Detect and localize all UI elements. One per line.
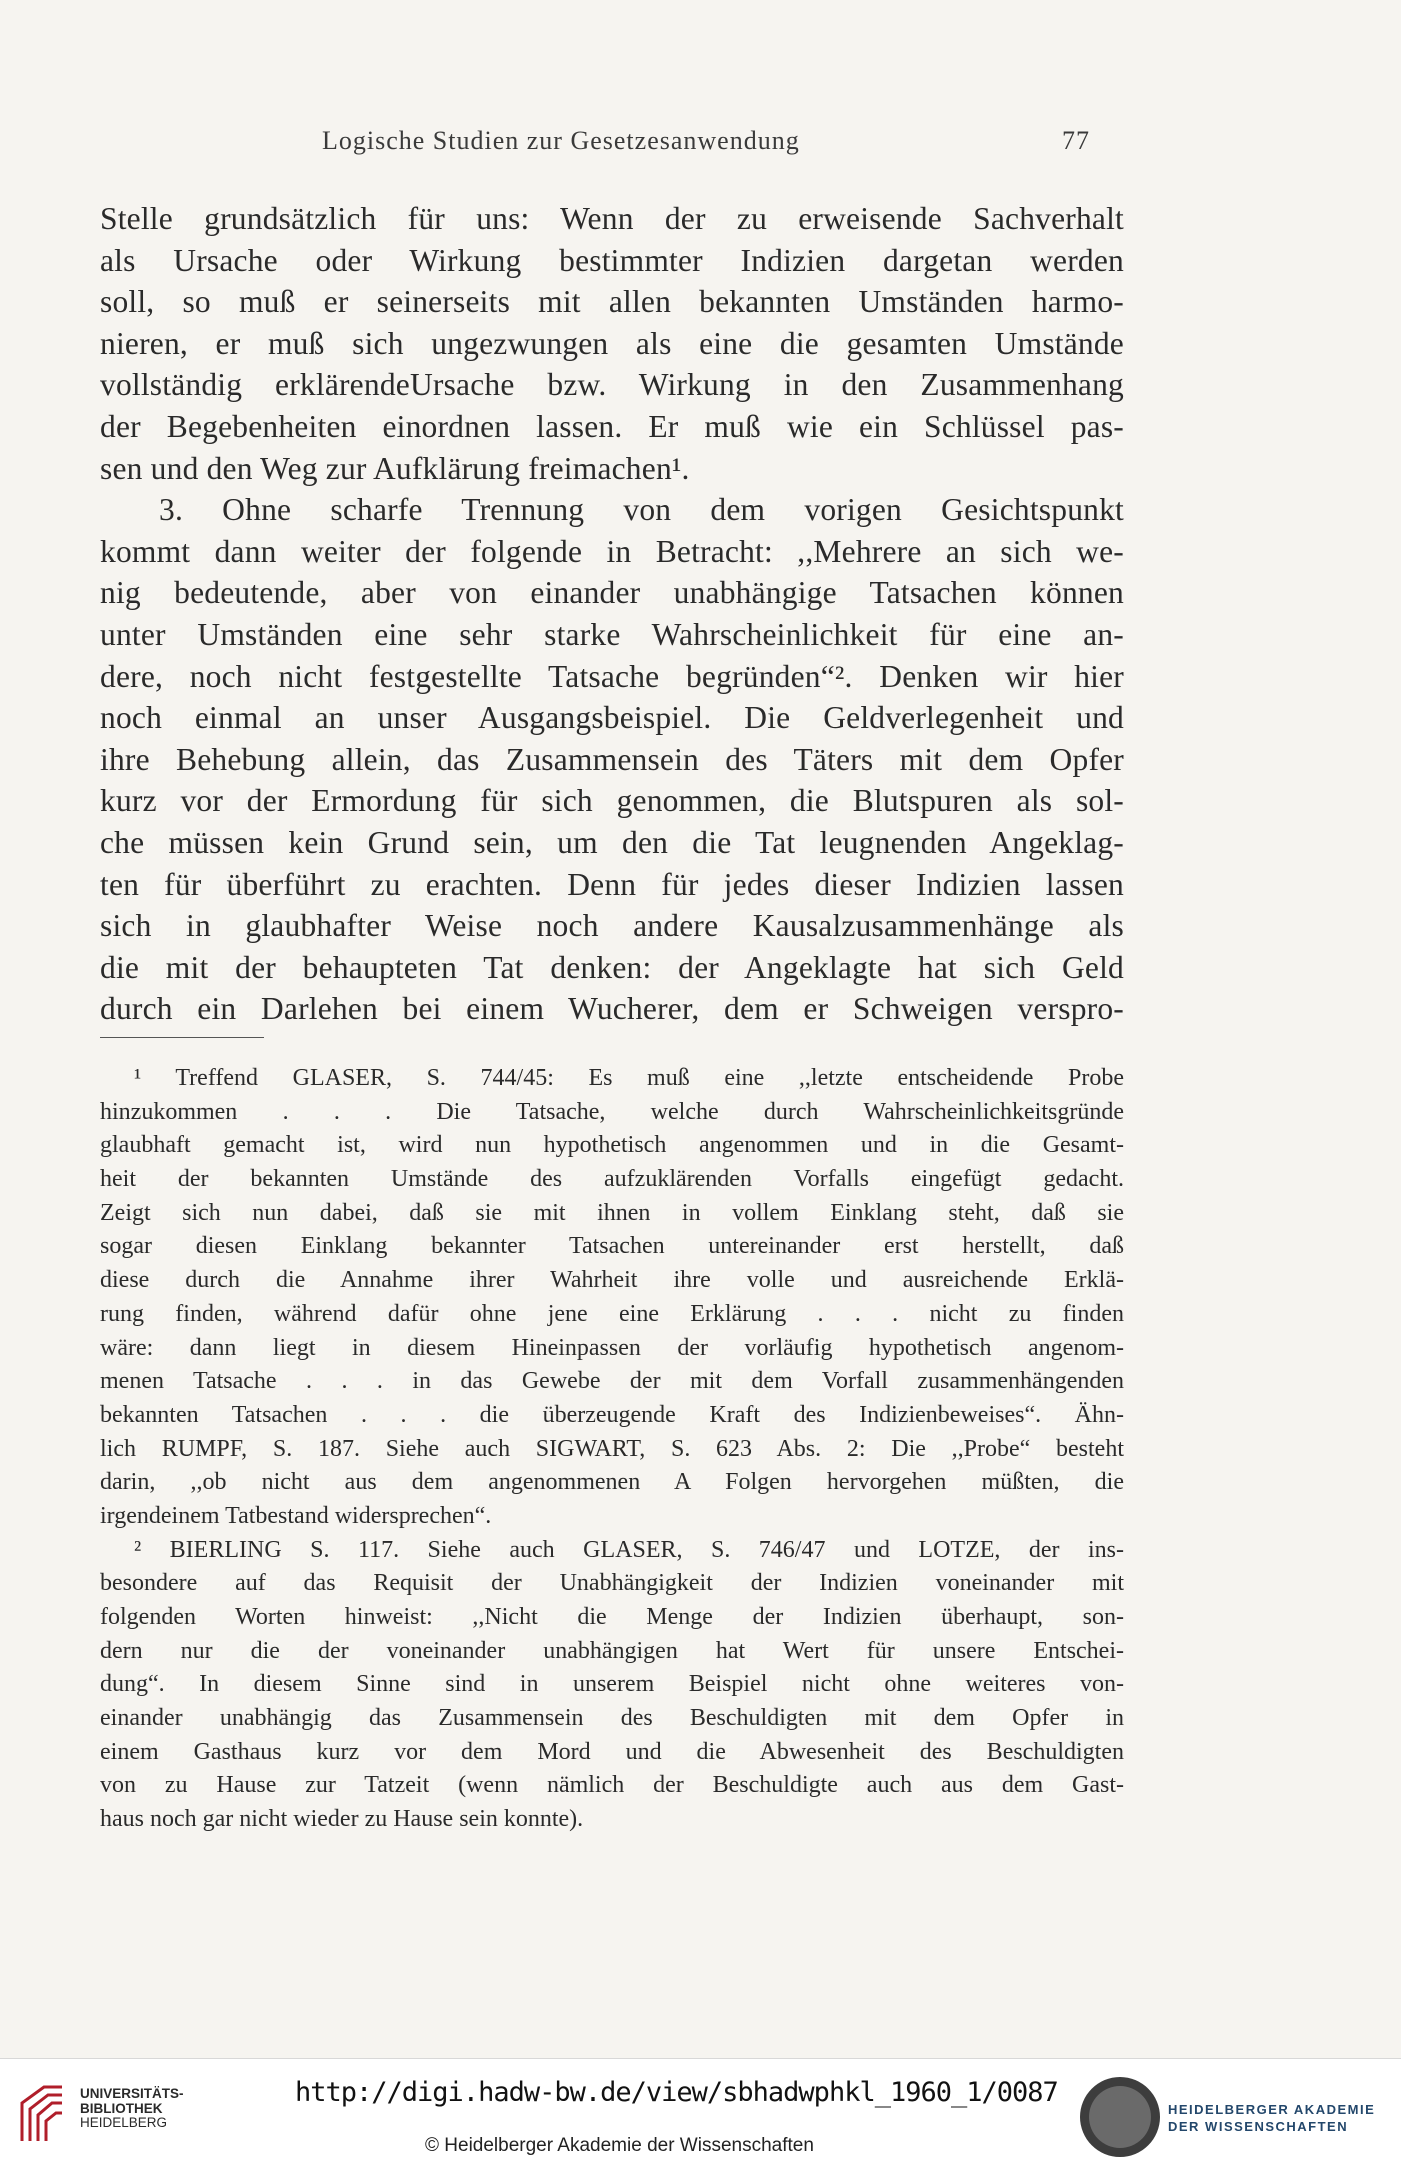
copyright-notice: © Heidelberger Akademie der Wissenschaften xyxy=(425,2135,814,2156)
body-line: sen und den Weg zur Aufklärung freimachen¹. xyxy=(100,450,690,486)
body-line: 3. Ohne scharfe Trennung von dem vorigen Gesichtspunkt xyxy=(159,492,1124,528)
footnote-line: lich RUMPF, S. 187. Siehe auch SIGWART, S. 623 Abs. 2: Die ,,Probe“ besteht xyxy=(100,1435,1124,1462)
footnote-line: bekannten Tatsachen . . . die überzeugende Kraft des Indizienbeweises“. Ähn- xyxy=(100,1401,1124,1428)
library-name-line: BIBLIOTHEK xyxy=(80,2100,163,2116)
university-library-name xyxy=(80,2087,184,2131)
body-line: ten für überführt zu erachten. Denn für jedes dieser Indizien lassen xyxy=(100,866,1124,902)
academy-name-line: HEIDELBERGER AKADEMIE xyxy=(1168,2102,1376,2117)
body-line: sich in glaubhafter Weise noch andere Kausalzusammenhänge als xyxy=(100,908,1124,944)
footnote-line: heit der bekannten Umstände des aufzuklärenden Vorfalls eingefügt gedacht. xyxy=(100,1166,1124,1193)
footnote-line: folgenden Worten hinweist: ,,Nicht die Menge der Indizien überhaupt, son- xyxy=(100,1604,1124,1630)
footnote-line: besondere auf das Requisit der Unabhängigkeit der Indizien voneinander mit xyxy=(100,1570,1124,1597)
permalink-url[interactable]: http://digi.hadw-bw.de/view/sbhadwphkl_1960_1/0087 xyxy=(295,2077,1058,2108)
footnote-line: haus noch gar nicht wieder zu Hause sein konnte). xyxy=(100,1806,584,1833)
footnote-line: einem Gasthaus kurz vor dem Mord und die Abwesenheit des Beschuldigten xyxy=(100,1738,1124,1765)
body-line: nieren, er muß sich ungezwungen als eine die gesamten Umstände xyxy=(100,325,1124,361)
footnote-line: glaubhaft gemacht ist, wird nun hypothetisch angenommen und in die Gesamt- xyxy=(100,1132,1124,1159)
university-library-logo-icon xyxy=(14,2081,70,2145)
footnote-line: irgendeinem Tatbestand widersprechen“. xyxy=(100,1502,492,1529)
body-line: die mit der behaupteten Tat denken: der Angeklagte hat sich Geld xyxy=(100,949,1124,985)
footnote-line: einander unabhängig das Zusammensein des Beschuldigten mit dem Opfer in xyxy=(100,1705,1124,1732)
body-line: che müssen kein Grund sein, um den die Tat leugnenden Angeklag- xyxy=(100,824,1124,860)
body-line: Stelle grundsätzlich für uns: Wenn der zu erweisende Sachverhalt xyxy=(100,201,1124,236)
footnote-line: Zeigt sich nun dabei, daß sie mit ihnen in vollem Einklang steht, daß sie xyxy=(100,1199,1124,1226)
body-line: kommt dann weiter der folgende in Betracht: ,,Mehrere an sich we- xyxy=(100,533,1124,569)
viewer-footer xyxy=(0,2058,1401,2174)
footnote-line: darin, ,,ob nicht aus dem angenommenen A Folgen hervorgehen müßten, die xyxy=(100,1469,1124,1496)
footnote-line: diese durch die Annahme ihrer Wahrheit ihre volle und ausreichende Erklä- xyxy=(100,1267,1124,1294)
library-name-line: HEIDELBERG xyxy=(80,2115,168,2130)
footnote-line: ² BIERLING S. 117. Siehe auch GLASER, S. 746/47 und LOTZE, der ins- xyxy=(134,1536,1124,1563)
academy-name-line: DER WISSENSCHAFTEN xyxy=(1168,2119,1349,2134)
footnote-line: menen Tatsache . . . in das Gewebe der mit dem Vorfall zusammenhängenden xyxy=(100,1368,1124,1395)
footnote-line: von zu Hause zur Tatzeit (wenn nämlich der Beschuldigte auch aus dem Gast- xyxy=(100,1772,1124,1799)
body-line: durch ein Darlehen bei einem Wucherer, dem er Schweigen verspro- xyxy=(100,991,1124,1027)
body-text xyxy=(100,198,1124,1030)
running-head-title: Logische Studien zur Gesetzesanwendung xyxy=(322,126,800,155)
body-line: soll, so muß er seinerseits mit allen bekannten Umständen harmo- xyxy=(100,284,1124,320)
footnote-line: wäre: dann liegt in diesem Hineinpassen der vorläufig hypothetisch angenom- xyxy=(100,1334,1124,1361)
body-line: vollständig erklärendeUrsache bzw. Wirkung in den Zusammenhang xyxy=(100,367,1124,403)
body-line: noch einmal an unser Ausgangsbeispiel. Die Geldverlegenheit und xyxy=(100,700,1124,736)
footnote-line: hinzukommen . . . Die Tatsache, welche durch Wahrscheinlichkeitsgründe xyxy=(100,1098,1124,1125)
body-line: der Begebenheiten einordnen lassen. Er muß wie ein Schlüssel pas- xyxy=(100,408,1124,444)
footnote-line: dern nur die der voneinander unabhängigen hat Wert für unsere Entschei- xyxy=(100,1637,1124,1664)
footnotes xyxy=(100,1062,1124,1837)
footnote-line: ¹ Treffend GLASER, S. 744/45: Es muß eine ,,letzte entscheidende Probe xyxy=(134,1065,1124,1091)
body-line: als Ursache oder Wirkung bestimmter Indizien dargetan werden xyxy=(100,242,1124,278)
body-line: unter Umständen eine sehr starke Wahrscheinlichkeit für eine an- xyxy=(100,616,1124,652)
academy-name xyxy=(1168,2101,1375,2135)
page-number: 77 xyxy=(1062,126,1090,155)
body-line: dere, noch nicht festgestellte Tatsache begründen“². Denken wir hier xyxy=(100,658,1124,694)
footnote-line: rung finden, während dafür ohne jene eine Erklärung . . . nicht zu finden xyxy=(100,1300,1124,1327)
academy-seal-icon xyxy=(1080,2077,1160,2157)
footnote-divider xyxy=(100,1037,264,1038)
library-name-line: UNIVERSITÄTS- xyxy=(80,2086,184,2101)
body-line: ihre Behebung allein, das Zusammensein des Täters mit dem Opfer xyxy=(100,741,1124,777)
footnote-line: dung“. In diesem Sinne sind in unserem Beispiel nicht ohne weiteres von- xyxy=(100,1671,1124,1698)
footnote-line: sogar diesen Einklang bekannter Tatsachen untereinander erst herstellt, daß xyxy=(100,1233,1124,1260)
body-line: nig bedeutende, aber von einander unabhängige Tatsachen können xyxy=(100,575,1124,611)
body-line: kurz vor der Ermordung für sich genommen, die Blutspuren als sol- xyxy=(100,783,1124,819)
